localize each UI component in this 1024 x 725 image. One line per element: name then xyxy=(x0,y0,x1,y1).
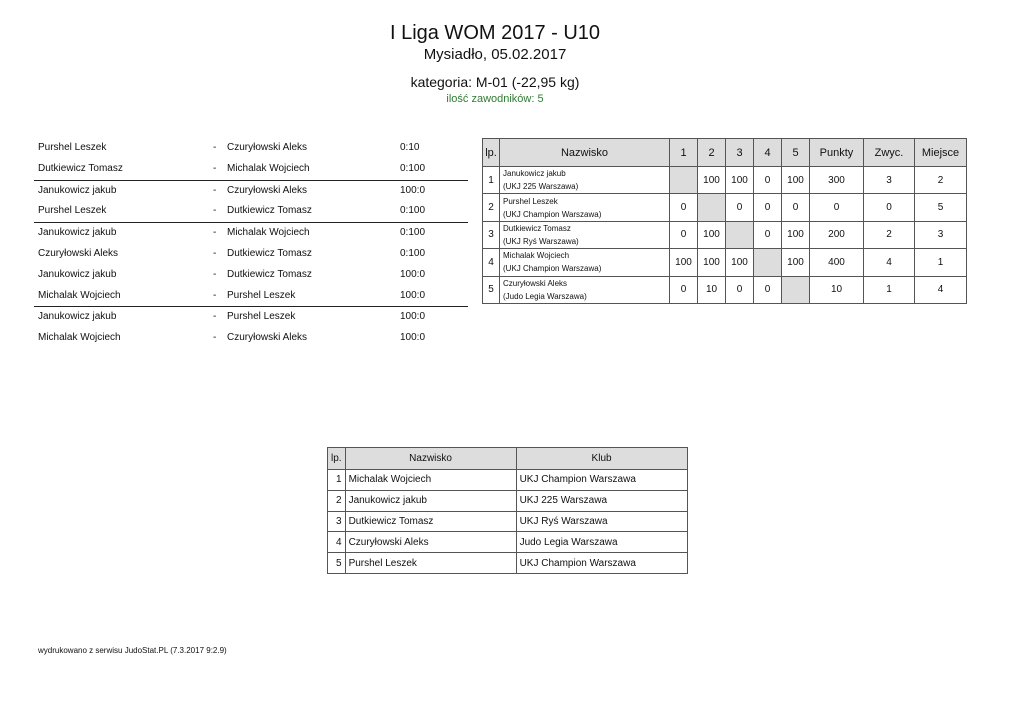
col-lp: lp. xyxy=(328,448,346,470)
points-cell: 0 xyxy=(810,194,864,221)
table-row xyxy=(483,167,967,194)
fight-list xyxy=(34,138,468,349)
competitor-name: Dutkiewicz Tomasz xyxy=(345,511,516,532)
table-row xyxy=(483,249,967,276)
score-cell: 0 xyxy=(754,221,782,248)
place-cell: 5 xyxy=(915,194,967,221)
col-5: 5 xyxy=(782,139,810,167)
ranking-table xyxy=(327,447,688,574)
dash: - xyxy=(213,332,217,344)
fighter-b: Michalak Wojciech xyxy=(227,162,310,174)
print-footer: wydrukowano z serwisu JudoStat.PL (7.3.2017 9:2.9) xyxy=(38,646,227,655)
fighter-a: Janukowicz jakub xyxy=(38,184,117,196)
fighter-a: Janukowicz jakub xyxy=(38,227,117,239)
score-cell: 100 xyxy=(782,167,810,194)
fight-row xyxy=(34,328,468,349)
fighter-b: Michalak Wojciech xyxy=(227,227,310,239)
competitor-club: UKJ Champion Warszawa xyxy=(516,470,687,491)
score-cell: 100 xyxy=(698,221,726,248)
competitor-name: Czuryłowski Aleks xyxy=(345,532,516,553)
score-cell: 0 xyxy=(670,194,698,221)
place-cell: 2 xyxy=(915,167,967,194)
score-cell: 100 xyxy=(782,249,810,276)
fighter-a: Janukowicz jakub xyxy=(38,311,117,323)
points-cell: 10 xyxy=(810,276,864,303)
fight-row xyxy=(34,244,468,265)
dash: - xyxy=(213,247,217,259)
place-cell: 1 xyxy=(915,249,967,276)
fight-row xyxy=(34,223,468,244)
competitor-name: Michalak Wojciech xyxy=(503,251,570,261)
score-cell: 0 xyxy=(754,194,782,221)
points-cell: 300 xyxy=(810,167,864,194)
dash: - xyxy=(213,142,217,153)
fight-score: 0:100 xyxy=(400,162,426,174)
competitor-cell xyxy=(500,249,670,276)
score-cell: 10 xyxy=(698,276,726,303)
competitor-name: Janukowicz jakub xyxy=(345,490,516,511)
fighter-b: Dutkiewicz Tomasz xyxy=(227,247,312,259)
competitor-name: Michalak Wojciech xyxy=(345,470,516,491)
dash: - xyxy=(213,184,217,196)
results-table xyxy=(482,138,967,304)
competitor-club: UKJ 225 Warszawa xyxy=(516,490,687,511)
score-cell xyxy=(754,249,782,276)
competitor-club: (UKJ Ryś Warszawa) xyxy=(503,236,579,246)
competitor-club: (UKJ Champion Warszawa) xyxy=(503,209,602,219)
col-lp: lp. xyxy=(483,139,500,167)
score-cell: 0 xyxy=(726,276,754,303)
table-row xyxy=(483,194,967,221)
fight-row xyxy=(34,159,468,181)
page-title: I Liga WOM 2017 - U10 xyxy=(389,22,601,44)
col-wins: Zwyc. xyxy=(864,139,915,167)
fighter-a: Janukowicz jakub xyxy=(38,268,117,280)
score-cell xyxy=(698,194,726,221)
row-lp: 1 xyxy=(328,470,346,491)
fight-score: 100:0 xyxy=(400,184,426,196)
wins-cell: 1 xyxy=(864,276,915,303)
ranking-header-row xyxy=(328,448,688,470)
fighter-b: Dutkiewicz Tomasz xyxy=(227,205,312,217)
fight-score: 100:0 xyxy=(400,268,426,280)
competitor-count: ilość zawodników: 5 xyxy=(446,93,544,105)
results-header-row xyxy=(483,139,967,167)
col-2: 2 xyxy=(698,139,726,167)
wins-cell: 4 xyxy=(864,249,915,276)
score-cell: 0 xyxy=(754,276,782,303)
row-lp: 5 xyxy=(483,276,500,303)
points-cell: 200 xyxy=(810,221,864,248)
fight-score: 0:10 xyxy=(400,142,420,153)
fighter-a: Michalak Wojciech xyxy=(38,332,121,344)
score-cell xyxy=(726,221,754,248)
fight-row xyxy=(34,286,468,308)
score-cell: 100 xyxy=(726,249,754,276)
competitor-club: (Judo Legia Warszawa) xyxy=(503,291,587,301)
table-row xyxy=(328,553,688,574)
competitor-club: (UKJ 225 Warszawa) xyxy=(503,182,579,192)
score-cell: 0 xyxy=(670,276,698,303)
table-row xyxy=(328,470,688,491)
fight-score: 0:100 xyxy=(400,205,426,217)
category-label: kategoria: M-01 (-22,95 kg) xyxy=(410,74,580,90)
fight-score: 100:0 xyxy=(400,311,426,323)
score-cell: 0 xyxy=(726,194,754,221)
competitor-cell xyxy=(500,276,670,303)
col-points: Punkty xyxy=(810,139,864,167)
fight-score: 0:100 xyxy=(400,227,426,239)
fighter-a: Michalak Wojciech xyxy=(38,289,121,301)
row-lp: 2 xyxy=(483,194,500,221)
competitor-cell xyxy=(500,221,670,248)
fight-row xyxy=(34,181,468,202)
fight-row xyxy=(34,307,468,328)
col-place: Miejsce xyxy=(915,139,967,167)
score-cell: 100 xyxy=(698,249,726,276)
place-cell: 3 xyxy=(915,221,967,248)
dash: - xyxy=(213,268,217,280)
fight-row xyxy=(34,138,468,159)
col-name: Nazwisko xyxy=(345,448,516,470)
fighter-a: Dutkiewicz Tomasz xyxy=(38,162,123,174)
fighter-b: Czuryłowski Aleks xyxy=(227,142,308,153)
competitor-club: UKJ Champion Warszawa xyxy=(516,553,687,574)
score-cell: 100 xyxy=(726,167,754,194)
col-club: Klub xyxy=(516,448,687,470)
fighter-a: Purshel Leszek xyxy=(38,205,107,217)
dash: - xyxy=(213,162,217,174)
fighter-b: Czuryłowski Aleks xyxy=(227,184,308,196)
score-cell: 100 xyxy=(670,249,698,276)
row-lp: 1 xyxy=(483,167,500,194)
score-cell xyxy=(782,276,810,303)
row-lp: 5 xyxy=(328,553,346,574)
wins-cell: 3 xyxy=(864,167,915,194)
fight-score: 0:100 xyxy=(400,247,426,259)
table-row xyxy=(483,221,967,248)
wins-cell: 0 xyxy=(864,194,915,221)
fighter-b: Purshel Leszek xyxy=(227,289,296,301)
score-cell: 0 xyxy=(782,194,810,221)
score-cell: 0 xyxy=(670,221,698,248)
competitor-name: Purshel Leszek xyxy=(345,553,516,574)
col-3: 3 xyxy=(726,139,754,167)
row-lp: 2 xyxy=(328,490,346,511)
fight-row xyxy=(34,265,468,286)
fighter-b: Dutkiewicz Tomasz xyxy=(227,268,312,280)
competitor-name: Purshel Leszek xyxy=(503,196,558,206)
fighter-b: Purshel Leszek xyxy=(227,311,296,323)
score-cell: 100 xyxy=(698,167,726,194)
wins-cell: 2 xyxy=(864,221,915,248)
col-4: 4 xyxy=(754,139,782,167)
event-location-date: Mysiadło, 05.02.2017 xyxy=(423,46,567,63)
score-cell: 100 xyxy=(782,221,810,248)
score-cell xyxy=(670,167,698,194)
competitor-name: Dutkiewicz Tomasz xyxy=(503,223,571,233)
fight-row xyxy=(34,201,468,223)
fight-score: 100:0 xyxy=(400,332,426,344)
fighter-a: Purshel Leszek xyxy=(38,142,107,153)
dash: - xyxy=(213,205,217,217)
competitor-club: UKJ Ryś Warszawa xyxy=(516,511,687,532)
competitor-club: Judo Legia Warszawa xyxy=(516,532,687,553)
competitor-club: (UKJ Champion Warszawa) xyxy=(503,264,602,274)
table-row xyxy=(328,532,688,553)
score-cell: 0 xyxy=(754,167,782,194)
competitor-name: Janukowicz jakub xyxy=(503,169,566,179)
competitor-cell xyxy=(500,194,670,221)
fight-score: 100:0 xyxy=(400,289,426,301)
col-name: Nazwisko xyxy=(500,139,670,167)
points-cell: 400 xyxy=(810,249,864,276)
competitor-name: Czuryłowski Aleks xyxy=(503,278,568,288)
place-cell: 4 xyxy=(915,276,967,303)
dash: - xyxy=(213,227,217,239)
table-row xyxy=(328,490,688,511)
table-row xyxy=(483,276,967,303)
row-lp: 4 xyxy=(328,532,346,553)
table-row xyxy=(328,511,688,532)
competitor-cell xyxy=(500,167,670,194)
row-lp: 4 xyxy=(483,249,500,276)
fighter-a: Czuryłowski Aleks xyxy=(38,247,119,259)
col-1: 1 xyxy=(670,139,698,167)
row-lp: 3 xyxy=(483,221,500,248)
fighter-b: Czuryłowski Aleks xyxy=(227,332,308,344)
row-lp: 3 xyxy=(328,511,346,532)
dash: - xyxy=(213,311,217,323)
dash: - xyxy=(213,289,217,301)
